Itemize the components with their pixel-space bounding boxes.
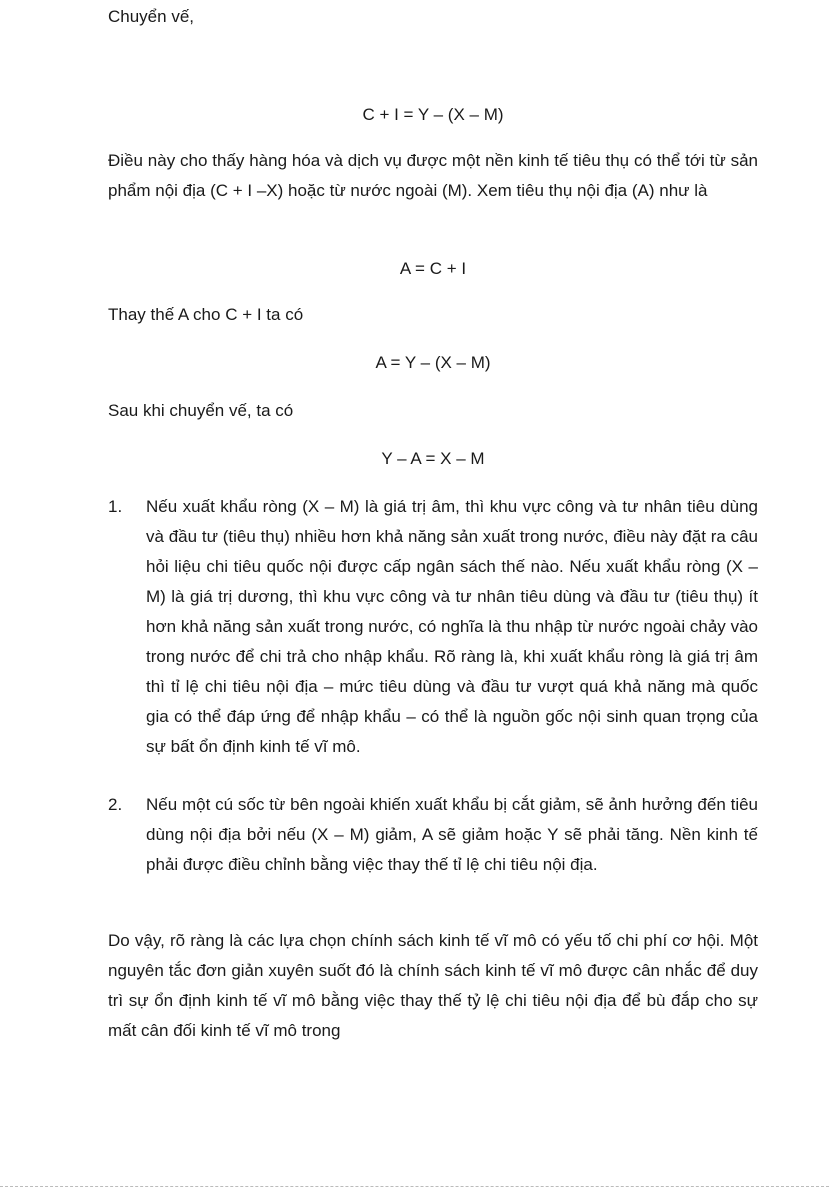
list-number: 1. xyxy=(108,497,123,516)
paragraph-1: Điều này cho thấy hàng hóa và dịch vụ được một nền kinh tế tiêu thụ có thể tới từ sản phẩm nội địa (C + I –X) hoặc từ nước ngoài (M). Xem tiêu thụ nội địa (A) như là xyxy=(108,151,758,200)
list-number: 2. xyxy=(108,795,123,814)
list-text: Nếu một cú sốc từ bên ngoài khiến xuất khẩu bị cắt giảm, sẽ ảnh hưởng đến tiêu dùng nội địa bởi nếu (X – M) giảm, A sẽ giảm hoặc Y sẽ phải tăng. Nền kinh tế phải được điều chỉnh bằng việc thay thế tỉ lệ chi tiêu nội địa. xyxy=(146,795,758,874)
equation-2: A = C + I xyxy=(399,259,467,278)
equation-4: Y – A = X – M xyxy=(381,449,485,468)
intro-line: Chuyển vế, xyxy=(108,7,194,26)
list-text: Nếu xuất khẩu ròng (X – M) là giá trị âm, thì khu vực công và tư nhân tiêu dùng và đầu tư (tiêu thụ) nhiều hơn khả năng sản xuất trong nước, điều này đặt ra câu hỏi liệu chi tiêu quốc nội được cấp ngân sách thế nào. Nếu xuất khẩu ròng (X – M) là giá trị dương, thì khu vực công và tư nhân tiêu dùng và đầu tư (tiêu thụ) ít hơn khả năng sản xuất trong nước, có nghĩa là thu nhập từ nước ngoài chảy vào trong nước để chi trả cho nhập khẩu. Rõ ràng là, khi xuất khẩu ròng là giá trị âm thì tỉ lệ chi tiêu nội địa – mức tiêu dùng và đầu tư vượt quá khả năng mà quốc gia có thể đáp ứng để nhập khẩu – có thể là nguồn gốc nội sinh quan trọng của sự bất ổn định kinh tế vĩ mô. xyxy=(146,497,758,756)
rearrange-line: Sau khi chuyển vế, ta có xyxy=(108,401,294,420)
equation-3: A = Y – (X – M) xyxy=(375,353,491,372)
page-bottom-edge xyxy=(0,1186,829,1187)
paragraph-final: Do vậy, rõ ràng là các lựa chọn chính sách kinh tế vĩ mô có yếu tố chi phí cơ hội. Một nguyên tắc đơn giản xuyên suốt đó là chính sách kinh tế vĩ mô được cân nhắc để duy trì sự ổn định kinh tế vĩ mô bằng việc thay thế tỷ lệ chi tiêu nội địa để bù đắp cho sự mất cân đối kinh tế vĩ mô trong xyxy=(108,931,758,1040)
substitution-line: Thay thế A cho C + I ta có xyxy=(108,305,304,324)
equation-1: C + I = Y – (X – M) xyxy=(362,105,504,124)
